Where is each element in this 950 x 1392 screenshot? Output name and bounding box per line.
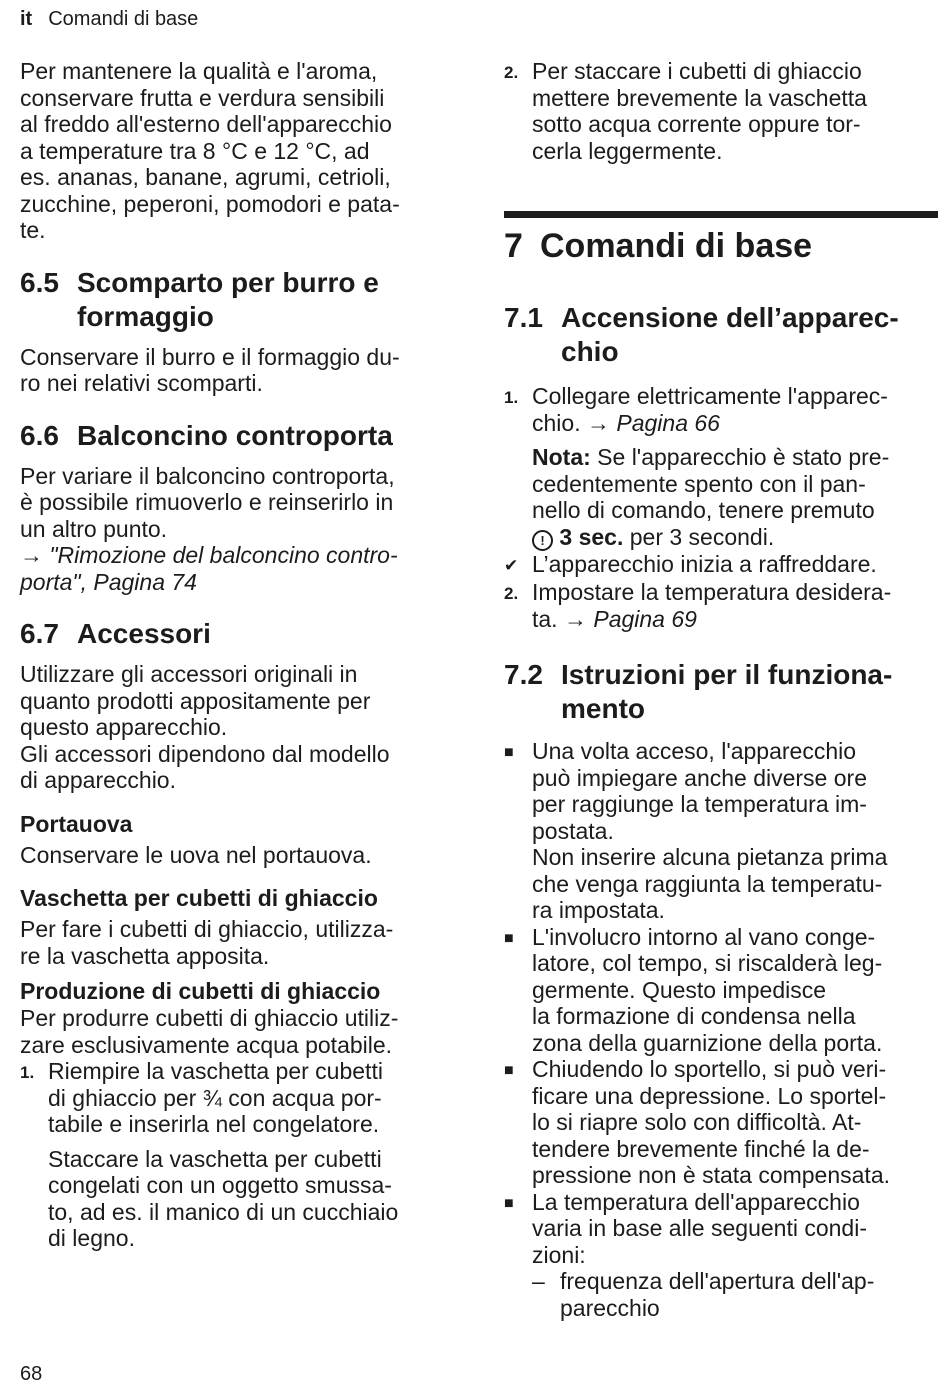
page-66-link[interactable]: Pagina 66 xyxy=(616,409,720,436)
list-item: ■ L'involucro intorno al vano conge- latore, col tempo, si riscalderà leg- germente. Questo impedisce la formazione di condensa nella zona della guarnizione della porta. xyxy=(504,923,883,1056)
section-6-6-heading: 6.6 Balconcino controporta xyxy=(20,419,393,451)
note-label: Nota: xyxy=(532,444,591,470)
bullet-icon: ■ xyxy=(504,1194,514,1212)
dash-marker: – xyxy=(532,1268,545,1294)
section-7-2-heading: 7.2 Istruzioni per il funziona- mento xyxy=(504,659,893,724)
right-column xyxy=(504,58,938,1321)
intro-paragraph: Per mantenere la qualità e l'aroma, conservare frutta e verdura sensibili al freddo all'esterno dell'apparecchio a temperature tra 8 °C e 12 °C, ad es. ananas, banane, agrumi, cetrioli, zucchine, peperoni, pomodori e pata- te. xyxy=(20,58,400,243)
chapter-rule xyxy=(504,211,938,218)
section-6-5-heading: 6.5 Scomparto per burro e formaggio xyxy=(20,266,379,332)
section-6-6-body: Per variare il balconcino controporta, è possibile rimuoverlo e reinserirlo in un altro punto. → "Rimozione del balconcino contro- porta", Pagina 74 xyxy=(20,462,398,595)
cross-reference-link[interactable]: "Rimozione del balconcino contro- porta", Pagina 74 xyxy=(20,542,398,595)
step-number: 1. xyxy=(20,1063,35,1082)
section-6-7-body: Utilizzare gli accessori originali in quanto prodotti appositamente per questo apparecchio. Gli accessori dipendono dal modello di apparecchio. xyxy=(20,661,390,793)
list-item: ■ Chiudendo lo sportello, si può veri- ficare una depressione. Lo sportel- lo si riapre solo con difficoltà. At- tendere brevemente finché la de- pressione non è stata compensata. xyxy=(504,1056,891,1188)
check-icon: ✔ xyxy=(504,555,519,575)
step-1-connect: 1. Collegare elettricamente l'apparec- chio. → Pagina 66 xyxy=(504,383,888,436)
list-item: ■ Una volta acceso, l'apparecchio può impiegare anche diverse ore per raggiunge la temperatura im- postata. Non inserire alcuna pietanza prima che venga raggiunta la temperatu- ra impostata. xyxy=(504,738,888,923)
sub-list-item: – frequenza dell'apertura dell'ap- parecchio xyxy=(532,1268,875,1321)
chapter-7-heading: 7 Comandi di base xyxy=(504,227,813,265)
note-block: Nota: Se l'apparecchio è stato pre- cedentemente spento con il pan- nello di comando, tenere premuto ! 3 sec. per 3 secondi. xyxy=(532,444,890,550)
portauova-body: Conservare le uova nel portauova. xyxy=(20,841,372,868)
produzione-body: Per produrre cubetti di ghiaccio utiliz- zare esclusivamente acqua potabile. xyxy=(20,1005,399,1058)
result-cooling: ✔ L’apparecchio inizia a raffreddare. xyxy=(504,551,938,580)
section-6-5-body: Conservare il burro e il formaggio du- ro nei relativi scomparti. xyxy=(20,343,400,396)
step-2-release-cubes: 2. Per staccare i cubetti di ghiaccio mettere brevemente la vaschetta sotto acqua corrente oppure tor- cerla leggermente. xyxy=(504,58,867,164)
page-69-link[interactable]: Pagina 69 xyxy=(593,605,697,632)
running-header xyxy=(20,8,198,31)
step-2-set-temperature: 2. Impostare la temperatura desidera- ta. → Pagina 69 xyxy=(504,579,892,632)
language-code: it xyxy=(20,8,33,30)
vaschetta-heading: Vaschetta per cubetti di ghiaccio xyxy=(20,885,378,911)
header-title: Comandi di base xyxy=(48,8,199,30)
info-icon: ! xyxy=(532,530,553,551)
step-number: 2. xyxy=(504,584,519,603)
step-number: 1. xyxy=(504,388,519,407)
bullet-icon: ■ xyxy=(504,1062,514,1079)
vaschetta-body: Per fare i cubetti di ghiaccio, utilizza- re la vaschetta apposita. xyxy=(20,916,394,969)
section-7-1-heading: 7.1 Accensione dell’apparec- chio xyxy=(504,302,899,367)
page-number: 68 xyxy=(20,1363,43,1385)
step-number: 2. xyxy=(504,63,519,82)
step-1-detail: Staccare la vaschetta per cubetti congelati con un oggetto smussa- to, ad es. il manico di un cucchiaio di legno. xyxy=(48,1145,399,1251)
step-1-fill-tray: 1. Riempire la vaschetta per cubetti di ghiaccio per ¾ con acqua por- tabile e inserirla nel congelatore. xyxy=(20,1058,383,1137)
portauova-heading: Portauova xyxy=(20,810,133,837)
list-item: ■ La temperatura dell'apparecchio varia in base alle seguenti condi- zioni: xyxy=(504,1188,867,1268)
produzione-heading: Produzione di cubetti di ghiaccio xyxy=(20,978,381,1004)
cross-reference-arrow: → xyxy=(20,542,43,568)
left-column xyxy=(20,58,460,1252)
bullet-icon: ■ xyxy=(504,744,514,761)
hold-duration: 3 sec. xyxy=(559,523,624,550)
bullet-icon: ■ xyxy=(504,929,514,947)
section-6-7-heading: 6.7 Accessori xyxy=(20,618,211,649)
